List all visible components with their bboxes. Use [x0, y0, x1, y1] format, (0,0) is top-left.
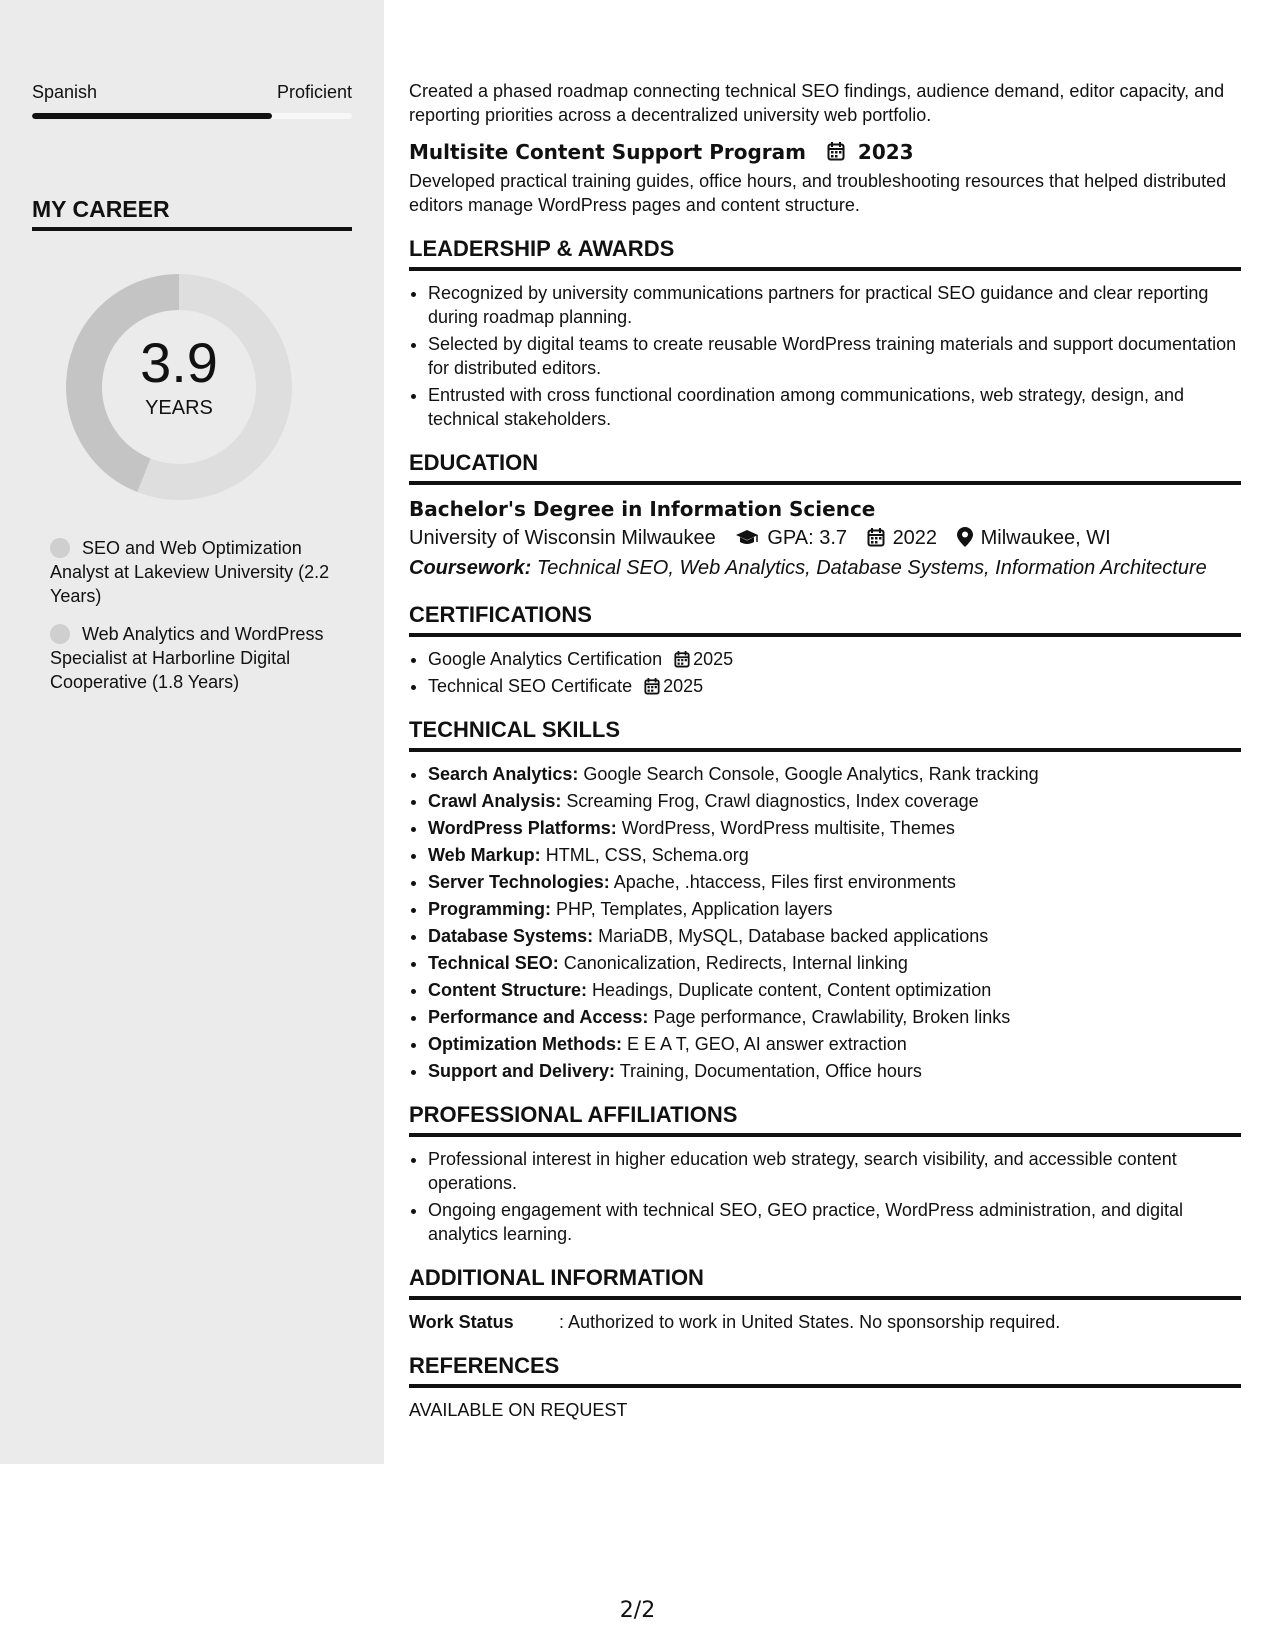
language-proficiency-fill [32, 113, 272, 119]
calendar-icon [674, 650, 690, 668]
coursework-list: Technical SEO, Web Analytics, Database Systems, Information Architecture [536, 557, 1207, 579]
skill-label: Technical SEO: [428, 953, 559, 973]
leadership-list [409, 281, 1241, 431]
skills-section-title: TECHNICAL SKILLS [409, 716, 1241, 752]
skill-value: Google Search Console, Google Analytics, Rank tracking [583, 764, 1039, 784]
career-item [50, 536, 340, 608]
language-proficiency-bar [32, 113, 352, 119]
graduation-cap-icon [735, 529, 759, 547]
skill-item [428, 870, 1241, 894]
project-intro-text: Created a phased roadmap connecting technical SEO findings, audience demand, editor capacity, and reporting priorities across a decentralized university web portfolio. [409, 81, 1225, 125]
language-level: Proficient [276, 82, 352, 102]
career-list [50, 536, 340, 708]
skill-value: PHP, Templates, Application layers [556, 899, 833, 919]
career-section-title: MY CAREER [32, 196, 352, 231]
total-years-value: 3.9 [140, 331, 218, 394]
skill-item [428, 762, 1241, 786]
graduation-year: 2022 [892, 527, 938, 549]
skill-value: WordPress, WordPress multisite, Themes [621, 818, 955, 838]
skill-label: Web Markup: [428, 845, 541, 865]
skill-item [428, 1005, 1241, 1029]
skills-list [409, 762, 1241, 1083]
education-details [409, 523, 1241, 553]
skill-item [428, 897, 1241, 921]
skill-label: Programming: [428, 899, 552, 919]
certification-year: 2025 [663, 676, 704, 696]
skill-item [428, 843, 1241, 867]
leadership-item: • Selected by digital teams to create reusable WordPress training materials and support documentation for distributed editors. [428, 332, 1241, 380]
total-years-unit: YEARS [145, 397, 213, 419]
school-location: Milwaukee, WI [980, 527, 1111, 549]
skill-value: Apache, .htaccess, Files first environments [613, 872, 956, 892]
references-text: AVAILABLE ON REQUEST [409, 1400, 628, 1420]
project-title-row [409, 139, 1241, 165]
certifications-list [409, 647, 1241, 698]
certification-item [428, 647, 1241, 671]
skill-value: E E A T, GEO, AI answer extraction [627, 1034, 907, 1054]
main-content [409, 79, 1241, 1421]
career-dot-icon [50, 624, 70, 644]
affiliations-section-title: PROFESSIONAL AFFILIATIONS [409, 1101, 1241, 1137]
skill-value: Headings, Duplicate content, Content optimization [592, 980, 992, 1000]
skill-value: Training, Documentation, Office hours [619, 1061, 922, 1081]
career-dot-icon [50, 538, 70, 558]
certification-name: Google Analytics Certification [428, 649, 663, 669]
skill-item [428, 978, 1241, 1002]
work-status-row [409, 1310, 1241, 1334]
sidebar [0, 0, 384, 1464]
language-row [32, 82, 352, 103]
skill-item [428, 1032, 1241, 1056]
page-number: 2/2 [619, 1598, 656, 1623]
skill-label: WordPress Platforms: [428, 818, 617, 838]
skill-value: MariaDB, MySQL, Database backed applications [598, 926, 989, 946]
skill-label: Performance and Access: [428, 1007, 649, 1027]
project-title: Multisite Content Support Program [409, 140, 806, 164]
skill-label: Optimization Methods: [428, 1034, 622, 1054]
project-description: Developed practical training guides, office hours, and troubleshooting resources that helped distributed editors manage WordPress pages and content structure. [409, 171, 1227, 215]
skill-item [428, 789, 1241, 813]
language-name: Spanish [32, 82, 98, 102]
skill-label: Database Systems: [428, 926, 594, 946]
skill-item [428, 924, 1241, 948]
skill-item [428, 816, 1241, 840]
certifications-section-title: CERTIFICATIONS [409, 601, 1241, 637]
affiliations-list [409, 1147, 1241, 1246]
work-status-value: : Authorized to work in United States. No sponsorship required. [559, 1312, 1061, 1332]
career-years-donut [66, 274, 292, 500]
career-item-text: SEO and Web Optimization Analyst at Lakeview University (2.2 Years) [50, 538, 330, 606]
skill-value: Screaming Frog, Crawl diagnostics, Index coverage [566, 791, 979, 811]
school-name: University of Wisconsin Milwaukee [409, 527, 716, 549]
certification-name: Technical SEO Certificate [428, 676, 633, 696]
degree-title: Bachelor's Degree in Information Science [409, 497, 876, 521]
calendar-icon [827, 141, 845, 161]
skill-value: Canonicalization, Redirects, Internal linking [563, 953, 908, 973]
skill-label: Server Technologies: [428, 872, 610, 892]
coursework [409, 553, 1241, 583]
skill-value: HTML, CSS, Schema.org [545, 845, 749, 865]
leadership-section-title: LEADERSHIP & AWARDS [409, 235, 1241, 271]
skill-item [428, 1059, 1241, 1083]
skill-label: Content Structure: [428, 980, 587, 1000]
career-item [50, 622, 340, 694]
coursework-label: Coursework: [409, 557, 532, 579]
skill-item [428, 951, 1241, 975]
work-status-label: Work Status [409, 1312, 514, 1332]
leadership-item: • Recognized by university communications partners for practical SEO guidance and clear reporting during roadmap planning. [428, 281, 1241, 329]
calendar-icon [867, 527, 885, 547]
references-section-title: REFERENCES [409, 1352, 1241, 1388]
calendar-icon [644, 677, 660, 695]
affiliation-item: • Professional interest in higher education web strategy, search visibility, and accessible content operations. [428, 1147, 1241, 1195]
skill-label: Crawl Analysis: [428, 791, 562, 811]
affiliation-item: • Ongoing engagement with technical SEO, GEO practice, WordPress administration, and digital analytics learning. [428, 1198, 1241, 1246]
education-section-title: EDUCATION [409, 449, 1241, 485]
certification-year: 2025 [693, 649, 734, 669]
location-pin-icon [957, 527, 973, 547]
skill-value: Page performance, Crawlability, Broken links [653, 1007, 1011, 1027]
additional-info-section-title: ADDITIONAL INFORMATION [409, 1264, 1241, 1300]
career-item-text: Web Analytics and WordPress Specialist at Harborline Digital Cooperative (1.8 Years) [50, 624, 324, 692]
skill-label: Support and Delivery: [428, 1061, 616, 1081]
gpa: GPA: 3.7 [767, 527, 847, 549]
project-year: 2023 [857, 140, 914, 164]
skill-label: Search Analytics: [428, 764, 579, 784]
leadership-item: • Entrusted with cross functional coordination among communications, web strategy, design, and technical stakeholders. [428, 383, 1241, 431]
certification-item [428, 674, 1241, 698]
